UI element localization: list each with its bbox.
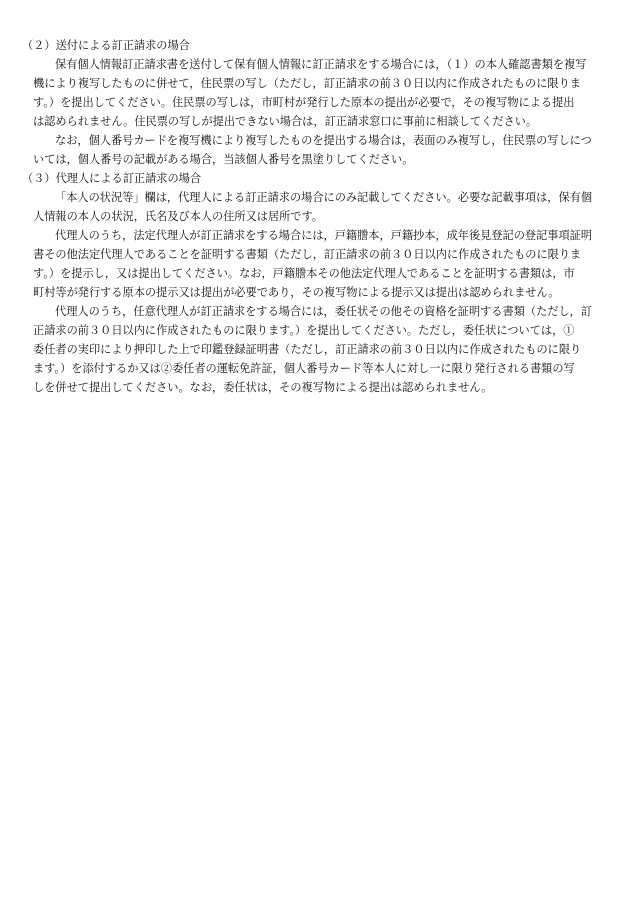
paragraph-line: 「本人の状況等」欄は，代理人による訂正請求の場合にのみ記載してください。必要な記載事項は，保有個: [55, 191, 593, 204]
paragraph-line: 委任者の実印により押印した上で印鑑登録証明書（ただし，訂正請求の前３０日以内に作成されたものに限り: [33, 343, 582, 356]
paragraph: [22, 302, 612, 397]
paragraph-line: 正請求の前３０日以内に作成されたものに限ります。）を提出してください。ただし，委任状については，①: [33, 324, 575, 337]
section-agent-request: [22, 169, 612, 397]
paragraph-line: 代理人のうち，法定代理人が訂正請求をする場合には，戸籍謄本，戸籍抄本，成年後見登記の登記事項証明: [55, 229, 593, 242]
paragraph-line: 町村等が発行する原本の提示又は提出が必要であり，その複写物による提示又は提出は認められません。: [33, 286, 560, 299]
section-mailing-request: [22, 36, 612, 169]
paragraph-line: 人情報の本人の状況，氏名及び本人の住所又は居所です。: [33, 210, 323, 223]
paragraph: [22, 131, 612, 169]
section-heading: （３）代理人による訂正請求の場合: [22, 172, 202, 185]
paragraph-line: す。）を提示し，又は提出してください。なお，戸籍謄本その他法定代理人であることを証明する書類は，市: [33, 267, 575, 280]
paragraph-line: は認められません。住民票の写しが提出できない場合は，訂正請求窓口に事前に相談してください。: [33, 115, 538, 128]
paragraph-line: 機により複写したものに併せて，住民票の写し（ただし，訂正請求の前３０日以内に作成されたものに限りま: [33, 77, 581, 90]
paragraph-line: 書その他法定代理人であることを証明する書類（ただし，訂正請求の前３０日以内に作成されたものに限りま: [33, 248, 582, 261]
paragraph-line: ます。）を添付するか又は②委任者の運転免許証，個人番号カード等本人に対し一に限り発行される書類の写: [33, 362, 575, 375]
paragraph-line: いては，個人番号の記載がある場合，当該個人番号を黒塗りしてください。: [33, 153, 414, 166]
document-page: [22, 36, 612, 397]
paragraph-line: 保有個人情報訂正請求書を送付して保有個人情報に訂正請求をする場合には，（１）の本人確認書類を複写: [55, 58, 587, 71]
paragraph-line: 代理人のうち，任意代理人が訂正請求をする場合には，委任状その他その資格を証明する書類（ただし，訂: [55, 305, 593, 318]
paragraph-line: なお，個人番号カードを複写機により複写したものを提出する場合は，表面のみ複写し，住民票の写しにつ: [55, 134, 592, 147]
section-heading: （２）送付による訂正請求の場合: [22, 39, 190, 52]
paragraph-line: す。）を提出してください。住民票の写しは，市町村が発行した原本の提出が必要で，その複写物による提出: [33, 96, 575, 109]
paragraph-line: しを併せて提出してください。なお，委任状は，その複写物による提出は認められません。: [33, 381, 493, 394]
paragraph: [22, 188, 612, 226]
paragraph: [22, 55, 612, 131]
paragraph: [22, 226, 612, 302]
